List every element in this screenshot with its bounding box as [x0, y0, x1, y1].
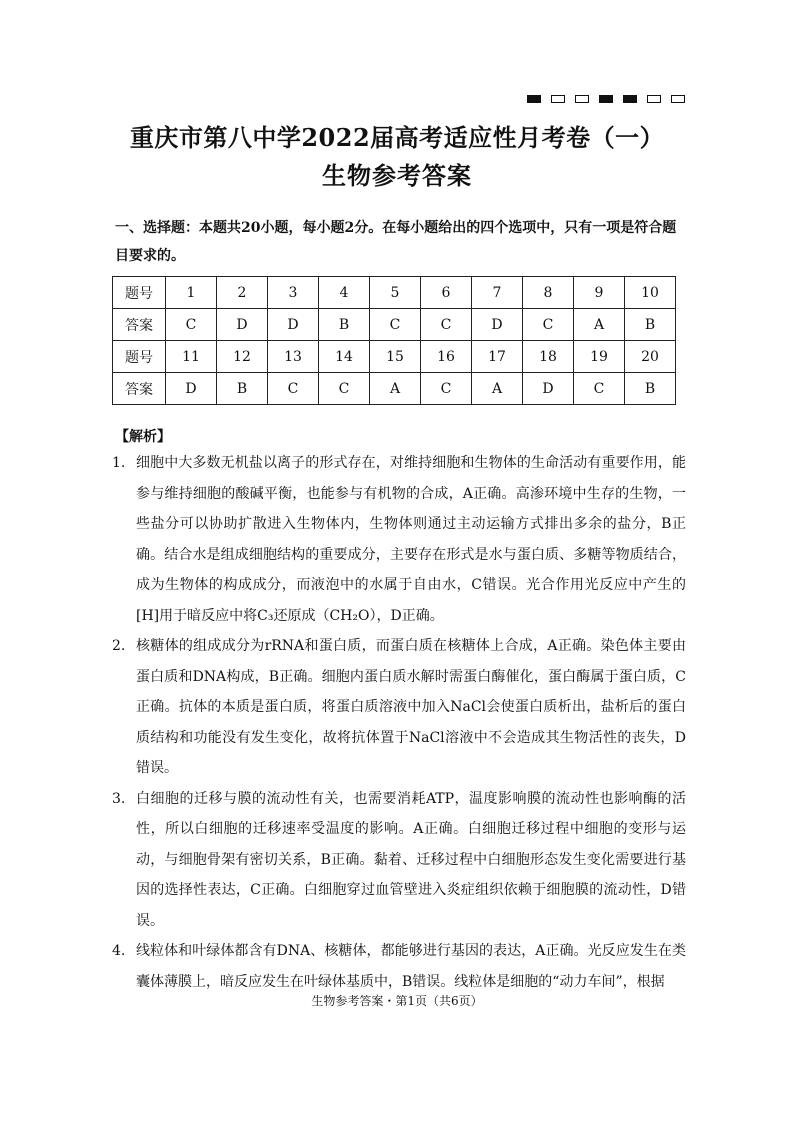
answer-cell: A [574, 309, 625, 341]
row-label-cell: 答案 [113, 373, 166, 405]
analysis-item-text: 白细胞的迁移与膜的流动性有关，也需要消耗ATP，温度影响膜的流动性也影响酶的活性，所以白细胞的迁移速率受温度的影响。A正确。白细胞迁移过程中细胞的变形与运动，与细胞骨架有密切关系，B正确。黏着、迁移过程中白细胞形态发生变化需要进行基因的选择性表达，C正确。白细胞穿过血管壁进入炎症组织依赖于细胞膜的流动性，D错误。 [136, 790, 686, 929]
answer-cell: 1 [166, 277, 217, 309]
answer-cell: B [319, 309, 370, 341]
analysis-item-text: 线粒体和叶绿体都含有DNA、核糖体，都能够进行基因的表达，A正确。光反应发生在类囊体薄膜上，暗反应发生在叶绿体基质中，B错误。线粒体是细胞的“动力车间”，根据 [136, 943, 686, 990]
analysis-item [112, 784, 686, 937]
answer-cell: B [217, 373, 268, 405]
analysis-item [112, 448, 686, 631]
empty-square-mark [671, 95, 685, 103]
answer-table-row [113, 373, 676, 405]
answer-cell: 15 [370, 341, 421, 373]
header-marks [527, 95, 685, 103]
analysis-heading: 【解析】 [115, 429, 171, 445]
answer-cell: C [319, 373, 370, 405]
analysis-item-text: 细胞中大多数无机盐以离子的形式存在，对维持细胞和生物体的生命活动有重要作用，能参与维持细胞的酸碱平衡，也能参与有机物的合成，A正确。高渗环境中生存的生物，一些盐分可以协助扩散进入生物体内，生物体则通过主动运输方式排出多余的盐分，B正确。结合水是组成细胞结构的重要成分，主要存在形式是水与蛋白质、多糖等物质结合，成为生物体的构成成分，而液泡中的水属于自由水，C错误。光合作用光反应中产生的[H]用于暗反应中将C₃还原成（CH₂O），D正确。 [136, 455, 686, 624]
answer-cell: 7 [472, 277, 523, 309]
answer-table-row [113, 277, 676, 309]
answer-cell: D [217, 309, 268, 341]
answer-cell: C [574, 373, 625, 405]
section-instruction: 一、选择题：本题共20小题，每小题2分。在每小题给出的四个选项中，只有一项是符合题目要求的。 [115, 220, 677, 264]
answer-cell: 19 [574, 341, 625, 373]
answer-table [112, 276, 676, 405]
answer-cell: 11 [166, 341, 217, 373]
row-label-cell: 题号 [113, 341, 166, 373]
answer-cell: 12 [217, 341, 268, 373]
analysis-list [112, 448, 686, 997]
answer-cell: D [472, 309, 523, 341]
answer-cell: 13 [268, 341, 319, 373]
analysis-item [112, 936, 686, 997]
answer-cell: 5 [370, 277, 421, 309]
answer-cell: 8 [523, 277, 574, 309]
analysis-item-text: 核糖体的组成成分为rRNA和蛋白质，而蛋白质在核糖体上合成，A正确。染色体主要由蛋白质和DNA构成，B正确。细胞内蛋白质水解时需蛋白酶催化，蛋白酶属于蛋白质，C正确。抗体的本质是蛋白质，将蛋白质溶液中加入NaCl会使蛋白质析出，盐析后的蛋白质结构和功能没有发生变化，故将抗体置于NaCl溶液中不会造成其生物活性的丧失，D错误。 [136, 638, 686, 776]
answer-cell: 14 [319, 341, 370, 373]
answer-table-row [113, 341, 676, 373]
answer-cell: 20 [625, 341, 676, 373]
empty-square-mark [647, 95, 661, 103]
answer-cell: A [370, 373, 421, 405]
answer-cell: C [421, 373, 472, 405]
answer-cell: A [472, 373, 523, 405]
analysis-item-number: 2. [112, 638, 126, 654]
answer-cell: C [268, 373, 319, 405]
answer-cell: D [268, 309, 319, 341]
answer-cell: C [166, 309, 217, 341]
answer-cell: C [370, 309, 421, 341]
analysis-item-number: 1. [112, 455, 126, 471]
answer-cell: 4 [319, 277, 370, 309]
answer-cell: 10 [625, 277, 676, 309]
answer-cell: 3 [268, 277, 319, 309]
answer-cell: 16 [421, 341, 472, 373]
answer-cell: C [523, 309, 574, 341]
answer-cell: C [421, 309, 472, 341]
answer-table-row [113, 309, 676, 341]
answer-cell: D [523, 373, 574, 405]
empty-square-mark [551, 95, 565, 103]
page-title: 重庆市第八中学2022届高考适应性月考卷（一） [129, 123, 665, 152]
answer-cell: 17 [472, 341, 523, 373]
analysis-item-number: 4. [112, 943, 126, 959]
answer-cell: 2 [217, 277, 268, 309]
row-label-cell: 题号 [113, 277, 166, 309]
empty-square-mark [575, 95, 589, 103]
answer-cell: 18 [523, 341, 574, 373]
analysis-item [112, 631, 686, 784]
filled-square-mark [527, 95, 541, 103]
answer-cell: B [625, 309, 676, 341]
row-label-cell: 答案 [113, 309, 166, 341]
filled-square-mark [599, 95, 613, 103]
analysis-item-number: 3. [112, 790, 126, 807]
answer-cell: 6 [421, 277, 472, 309]
answer-cell: D [166, 373, 217, 405]
answer-cell: B [625, 373, 676, 405]
page-footer: 生物参考答案・第1页（共6页） [311, 994, 483, 1008]
filled-square-mark [623, 95, 637, 103]
answer-cell: 9 [574, 277, 625, 309]
page-subtitle: 生物参考答案 [322, 161, 472, 190]
